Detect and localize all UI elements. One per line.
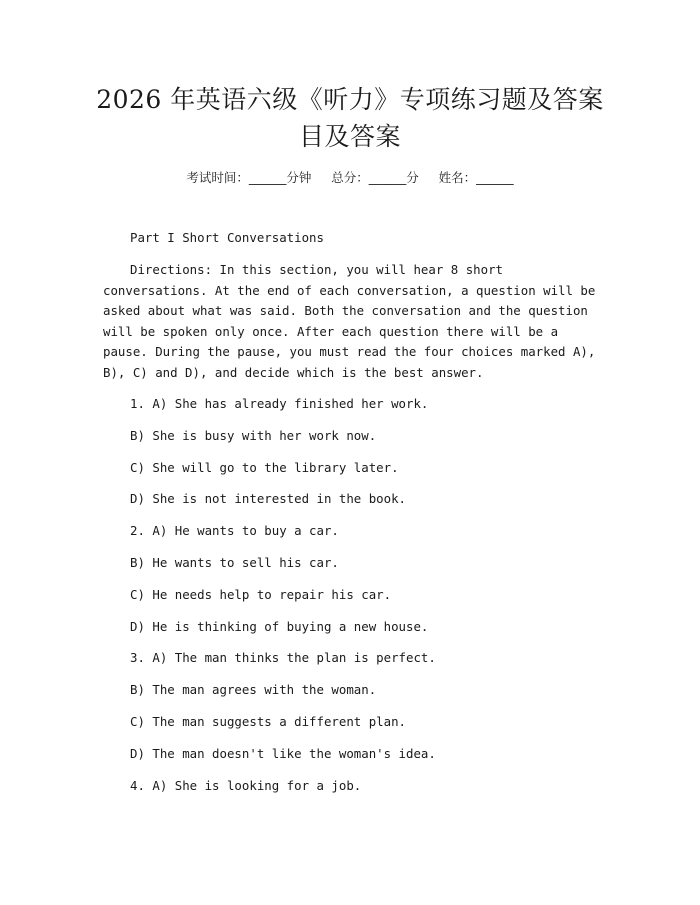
option-1b: B) She is busy with her work now. [130,427,377,443]
option-2a: 2. A) He wants to buy a car. [130,523,339,539]
section-heading: Part I Short Conversations [130,230,324,245]
option-4a: 4. A) She is looking for a job. [130,777,362,793]
page-title: 2026 年英语六级《听力》专项练习题及答案 [96,85,604,114]
option-3c: C) The man suggests a different plan. [130,713,407,729]
option-1d: D) She is not interested in the book. [130,491,407,507]
option-3b: B) The man agrees with the woman. [130,682,377,698]
option-3a: 3. A) The man thinks the plan is perfect. [130,650,436,666]
exam-info-line: 考试时间：______分钟 总分：______分 姓名：______ [186,170,514,185]
option-1c: C) She will go to the library later. [130,459,399,475]
option-2b: B) He wants to sell his car. [130,554,339,570]
option-3d: D) The man doesn't like the woman's idea. [130,745,436,761]
option-2d: D) He is thinking of buying a new house. [130,618,429,634]
page-title-continuation: 目及答案 [298,122,401,151]
option-1a: 1. A) She has already finished her work. [130,396,429,411]
option-2c: C) He needs help to repair his car. [130,586,392,602]
directions-paragraph: Directions: In this section, you will hear 8 short conversations. At the end of each conversation, a question will be asked about what was said. Both the conversation and the question will be spoken only once. After each question there will be a pause. During the pause, you must read the four choices marked A), B), C) and D), and decide which is the best answer. [103,262,596,380]
question-options-list [130,394,600,807]
